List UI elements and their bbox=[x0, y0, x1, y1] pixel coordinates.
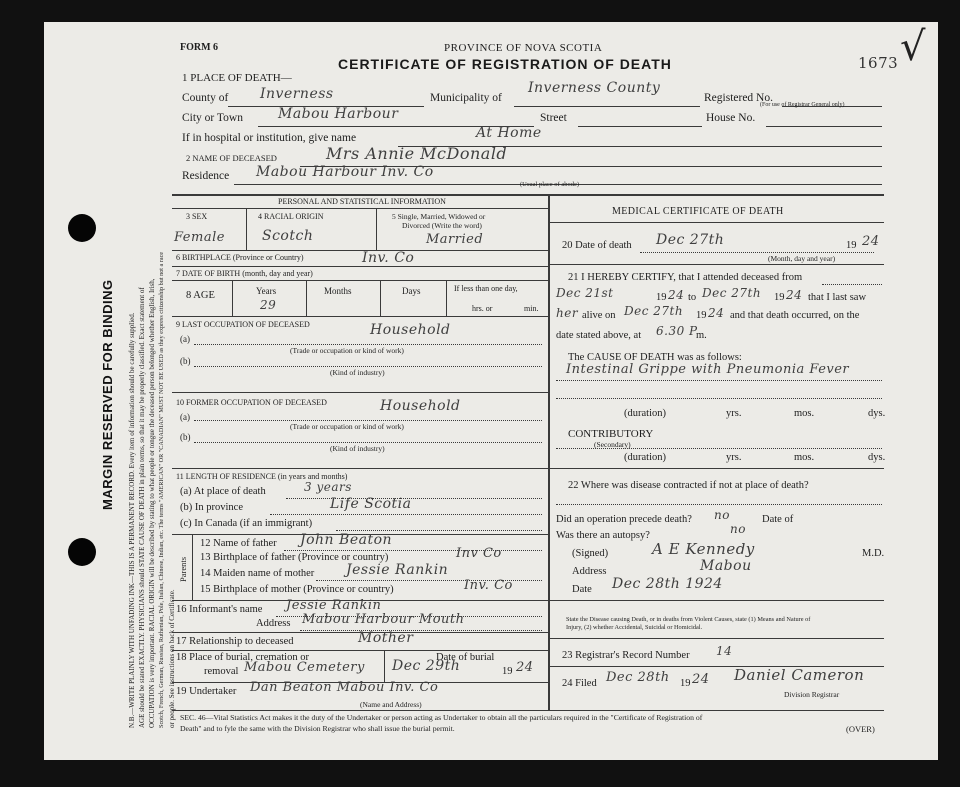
medical-date-label: Date bbox=[572, 584, 592, 595]
last-occupation-label: 9 LAST OCCUPATION OF DECEASED bbox=[176, 320, 310, 329]
days-label: Days bbox=[402, 286, 421, 296]
date-of-death-label: 20 Date of death bbox=[562, 240, 632, 251]
burial-label-1: 18 Place of burial, cremation or bbox=[176, 652, 309, 663]
former-occupation-label: 10 FORMER OCCUPATION OF DECEASED bbox=[176, 398, 327, 407]
relationship-label: 17 Relationship to deceased bbox=[176, 636, 294, 647]
filed-value: Dec 28th bbox=[606, 670, 670, 685]
yrs-label-2: yrs. bbox=[726, 452, 742, 463]
racial-origin-label: 4 RACIAL ORIGIN bbox=[258, 212, 324, 221]
house-no-label: House No. bbox=[706, 112, 756, 124]
duration-label-2: (duration) bbox=[624, 452, 666, 463]
margin-instruction-line: N.B.—WRITE PLAINLY WITH UNFADING INK—THIS IS A PERMANENT RECORD. Every item of information should be carefully supplied. bbox=[128, 312, 136, 728]
occupation-a-label: (a) bbox=[180, 334, 190, 344]
date-of-label: Date of bbox=[762, 514, 794, 525]
operation-label: Did an operation precede death? bbox=[556, 514, 692, 525]
signed-label: (Signed) bbox=[572, 548, 609, 559]
informant-value: Jessie Rankin bbox=[286, 598, 382, 613]
marital-label-2: Divorced (Write the word) bbox=[402, 221, 482, 230]
burial-year-prefix: 19 bbox=[502, 666, 513, 677]
date-stated-label: date stated above, at bbox=[556, 330, 642, 341]
relationship-value: Mother bbox=[358, 630, 414, 646]
alive-on-value: Dec 27th bbox=[624, 304, 684, 318]
place-of-death-heading: 1 PLACE OF DEATH— bbox=[182, 72, 292, 84]
medical-address-label: Address bbox=[572, 566, 607, 577]
parents-label: Parents bbox=[178, 556, 188, 582]
in-canada-label: (c) In Canada (if an immigrant) bbox=[180, 518, 313, 529]
margin-instruction-line: or people. See instructions on back of Certificate. bbox=[168, 589, 176, 728]
burial-label-2: removal bbox=[204, 666, 239, 677]
contracted-label: 22 Where was disease contracted if not at place of death? bbox=[568, 480, 809, 491]
dob-label: 7 DATE OF BIRTH (month, day and year) bbox=[176, 269, 313, 278]
date-of-death-value: Dec 27th bbox=[656, 232, 725, 248]
industry-note: (Kind of industry) bbox=[330, 368, 385, 377]
filed-year-prefix: 19 bbox=[680, 678, 691, 689]
birthplace-label: 6 BIRTHPLACE (Province or Country) bbox=[176, 253, 304, 262]
filed-label: 24 Filed bbox=[562, 678, 597, 689]
death-year-value: 24 bbox=[862, 234, 880, 249]
personal-info-header: PERSONAL AND STATISTICAL INFORMATION bbox=[278, 197, 446, 206]
binding-hole-top bbox=[68, 214, 96, 242]
former-trade-note: (Trade or occupation or kind of work) bbox=[290, 422, 404, 431]
years-label: Years bbox=[256, 286, 277, 296]
undertaker-note: (Name and Address) bbox=[360, 700, 422, 709]
certificate-number: 1673 bbox=[858, 54, 899, 72]
burial-place-value: Mabou Cemetery bbox=[244, 660, 365, 675]
attended-to-value: Dec 27th bbox=[702, 286, 762, 300]
alive-on-label: alive on bbox=[582, 310, 616, 321]
informant-address-label: Address bbox=[256, 618, 291, 629]
province-heading: PROVINCE OF NOVA SCOTIA bbox=[444, 42, 603, 54]
form-number: FORM 6 bbox=[180, 42, 219, 53]
duration-label: (duration) bbox=[624, 408, 666, 419]
city-value: Mabou Harbour bbox=[278, 106, 399, 122]
municipality-value: Inverness County bbox=[528, 80, 661, 96]
residence-label: Residence bbox=[182, 170, 230, 182]
deceased-name-label: 2 NAME OF DECEASED bbox=[186, 153, 277, 163]
registrar-note: (For use of Registrar General only) bbox=[760, 102, 845, 108]
dys-label: dys. bbox=[868, 408, 886, 419]
operation-value: no bbox=[714, 508, 730, 522]
marital-value: Married bbox=[426, 232, 484, 247]
undertaker-label: 19 Undertaker bbox=[176, 686, 237, 697]
violent-causes-note-2: Injury, (2) whether Accidental, Suicidal or Homicidal. bbox=[566, 624, 703, 631]
from-year-prefix: 19 bbox=[656, 292, 667, 303]
racial-origin-value: Scotch bbox=[262, 228, 314, 244]
hrs-label: hrs. or bbox=[472, 304, 493, 313]
mos-label: mos. bbox=[794, 408, 815, 419]
father-name-value: John Beaton bbox=[300, 532, 393, 548]
check-mark: √ bbox=[900, 24, 926, 70]
division-registrar-label: Division Registrar bbox=[784, 690, 840, 699]
registrar-signature: Daniel Cameron bbox=[734, 666, 865, 684]
in-province-label: (b) In province bbox=[180, 502, 243, 513]
violent-causes-note-1: State the Disease causing Death, or in deaths from Violent Causes, state (1) Means and Nature of bbox=[566, 616, 811, 623]
burial-date-label: Date of burial bbox=[436, 652, 495, 663]
mos-label-2: mos. bbox=[794, 452, 815, 463]
former-occupation-value: Household bbox=[380, 398, 461, 414]
residence-value: Mabou Harbour Inv. Co bbox=[256, 164, 434, 180]
at-place-value: 3 years bbox=[304, 480, 352, 494]
filed-year-value: 24 bbox=[692, 672, 710, 687]
over-label: (OVER) bbox=[846, 724, 875, 734]
county-value: Inverness bbox=[260, 86, 334, 102]
municipality-label: Municipality of bbox=[430, 92, 502, 104]
marital-label-1: 5 Single, Married, Widowed or bbox=[392, 212, 486, 221]
informant-label: 16 Informant's name bbox=[176, 604, 263, 615]
cause-of-death-value: Intestinal Grippe with Pneumonia Fever bbox=[566, 362, 850, 377]
street-label: Street bbox=[540, 112, 567, 124]
yrs-label: yrs. bbox=[726, 408, 742, 419]
cause-of-death-label: The CAUSE OF DEATH was as follows: bbox=[568, 352, 742, 363]
dys-label-2: dys. bbox=[868, 452, 886, 463]
death-occurred-label: and that death occurred, on the bbox=[730, 310, 860, 321]
to-year-prefix: 19 bbox=[774, 292, 785, 303]
undertaker-value: Dan Beaton Mabou Inv. Co bbox=[250, 680, 439, 695]
medical-address-value: Mabou bbox=[700, 558, 752, 574]
burial-date-value: Dec 29th bbox=[392, 658, 461, 674]
former-b-label: (b) bbox=[180, 432, 191, 442]
to-label: to bbox=[688, 292, 697, 303]
sex-value: Female bbox=[174, 230, 225, 245]
margin-instruction-line: AGE should be stated EXACTLY. PHYSICIANS should STATE CAUSE OF DEATH in plain terms, so that it may be properly classified. Exact statement of bbox=[138, 287, 146, 728]
father-birthplace-value: Inv Co bbox=[456, 546, 502, 561]
mother-name-value: Jessie Rankin bbox=[346, 562, 449, 578]
record-number-label: 23 Registrar's Record Number bbox=[562, 650, 690, 661]
certify-label: 21 I HEREBY CERTIFY, that I attended deceased from bbox=[568, 272, 803, 283]
residence-note: (Usual place of abode) bbox=[520, 181, 580, 188]
last-saw-label: that I last saw bbox=[808, 292, 867, 303]
medical-date-value: Dec 28th 1924 bbox=[612, 576, 723, 592]
from-year-value: 24 bbox=[668, 288, 685, 302]
signed-value: A E Kennedy bbox=[652, 540, 755, 558]
sec46-text-2: Death" and to fyle the same with the Division Registrar who shall issue the burial permit. bbox=[180, 724, 455, 733]
informant-address-value: Mabou Harbour Mouth bbox=[302, 612, 465, 627]
autopsy-label: Was there an autopsy? bbox=[556, 530, 650, 541]
mother-name-label: 14 Maiden name of mother bbox=[200, 568, 315, 579]
deceased-name-value: Mrs Annie McDonald bbox=[326, 144, 508, 163]
m-label: m. bbox=[696, 330, 707, 341]
city-label: City or Town bbox=[182, 112, 243, 124]
binding-hole-bottom bbox=[68, 538, 96, 566]
last-occupation-value: Household bbox=[370, 322, 451, 338]
mother-birthplace-label: 15 Birthplace of mother (Province or country) bbox=[200, 584, 394, 595]
date-of-death-note: (Month, day and year) bbox=[768, 254, 836, 263]
to-year-value: 24 bbox=[786, 288, 803, 302]
md-label: M.D. bbox=[862, 548, 885, 559]
months-label: Months bbox=[324, 286, 352, 296]
medical-header: MEDICAL CERTIFICATE OF DEATH bbox=[612, 206, 784, 217]
hospital-label: If in hospital or institution, give name bbox=[182, 132, 357, 144]
him-her-value: her bbox=[556, 306, 579, 320]
in-province-value: Life Scotia bbox=[330, 496, 412, 512]
registered-no-label: Registered No. bbox=[704, 92, 773, 104]
record-number-value: 14 bbox=[716, 644, 733, 658]
autopsy-value: no bbox=[730, 522, 746, 536]
attended-from-value: Dec 21st bbox=[556, 286, 614, 300]
mother-birthplace-value: Inv. Co bbox=[464, 578, 513, 593]
margin-instruction-line: OCCUPATION is very important. RACIAL ORIGIN will be described by stating to what people or tongue the deceased person belonged whether English, Irish, bbox=[148, 278, 156, 728]
years-value: 29 bbox=[260, 298, 277, 312]
alive-year-prefix: 19 bbox=[696, 310, 707, 321]
hospital-value: At Home bbox=[476, 125, 542, 141]
sex-label: 3 SEX bbox=[186, 212, 208, 221]
age-label: 8 AGE bbox=[186, 290, 215, 301]
birthplace-value: Inv. Co bbox=[362, 250, 415, 266]
occupation-b-label: (b) bbox=[180, 356, 191, 366]
death-year-prefix: 19 bbox=[846, 240, 857, 251]
margin-instruction-line: Scotch, French, German, Russian, Ruthenian, Pole, Italian, Chinese, Indian, etc. The terms "AMERICAN" OR "CANADIAN" MUST NOT BE USED as they express citizenship but not a race bbox=[158, 251, 165, 728]
sec46-text: SEC. 46—Vital Statistics Act makes it the duty of the Undertaker or person acting as Undertaker to obtain all the particulars required in the "Certificate of Registration of bbox=[180, 713, 703, 722]
father-name-label: 12 Name of father bbox=[200, 538, 277, 549]
at-place-label: (a) At place of death bbox=[180, 486, 266, 497]
burial-year-value: 24 bbox=[516, 660, 534, 675]
former-industry-note: (Kind of industry) bbox=[330, 444, 385, 453]
less-than-day-label: If less than one day, bbox=[454, 284, 518, 293]
alive-year-value: 24 bbox=[708, 306, 725, 320]
contributory-label: CONTRIBUTORY bbox=[568, 428, 654, 440]
trade-note: (Trade or occupation or kind of work) bbox=[290, 346, 404, 355]
residence-length-label: 11 LENGTH OF RESIDENCE (in years and months) bbox=[176, 472, 348, 481]
secondary-note: (Secondary) bbox=[594, 440, 631, 449]
time-of-death-value: 6.30 P bbox=[656, 324, 698, 338]
certificate-title: CERTIFICATE OF REGISTRATION OF DEATH bbox=[338, 56, 672, 72]
min-label: min. bbox=[524, 304, 539, 313]
county-label: County of bbox=[182, 92, 229, 104]
father-birthplace-label: 13 Birthplace of father (Province or country) bbox=[200, 552, 389, 563]
margin-binding-label: MARGIN RESERVED FOR BINDING bbox=[100, 279, 115, 510]
former-a-label: (a) bbox=[180, 412, 190, 422]
